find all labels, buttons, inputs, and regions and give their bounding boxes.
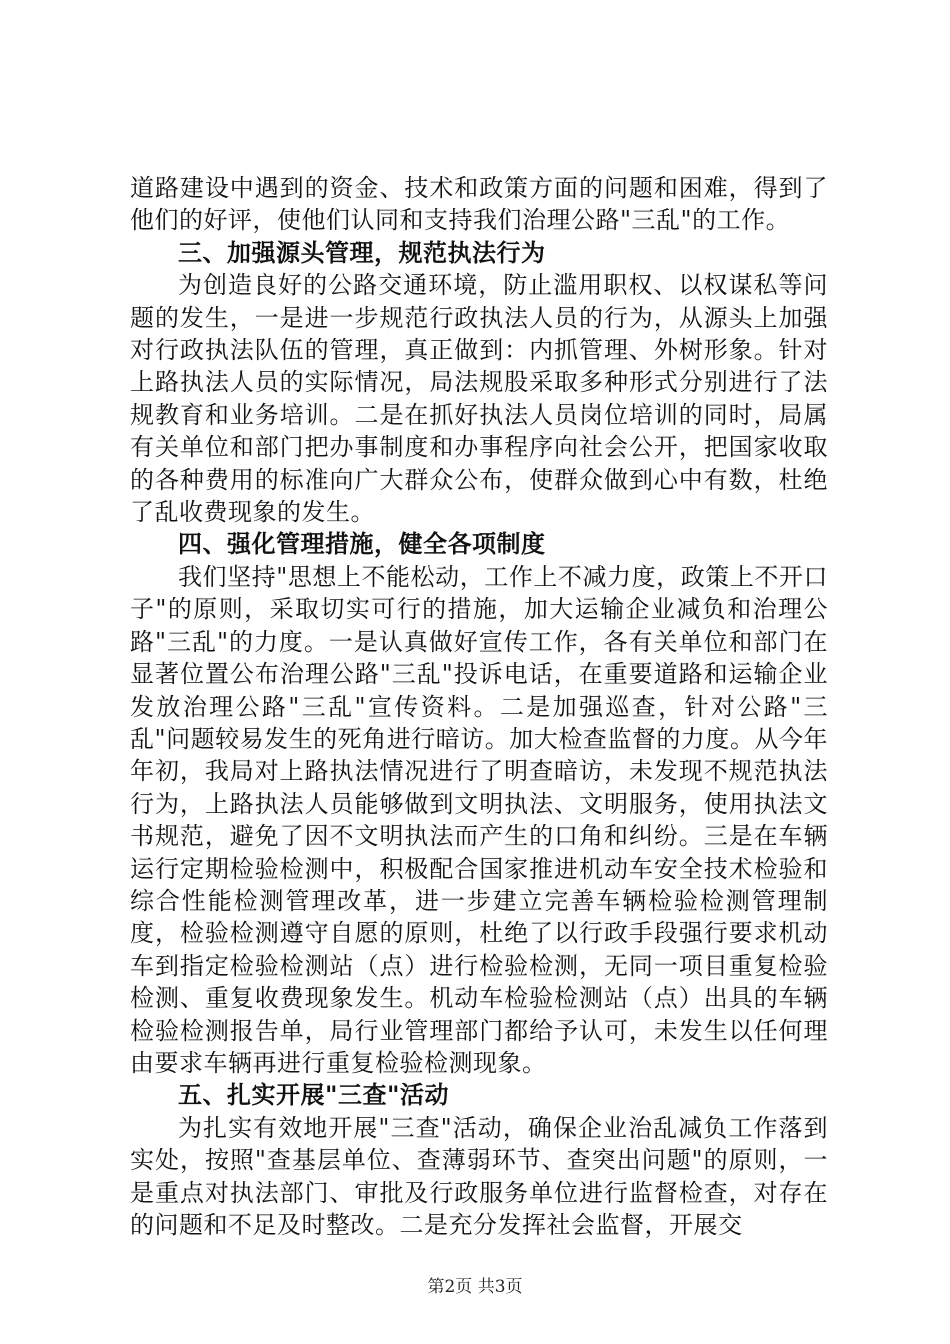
- paragraph-section-3: 为创造良好的公路交通环境，防止滥用职权、以权谋私等问题的发生，一是进一步规范行政执法人员的行为，从源头上加强对行政执法队伍的管理，真正做到：内抓管理、外树形象。针对上路执法人员的实际情况，局法规股采取多种形式分别进行了法规教育和业务培训。二是在抓好执法人员岗位培训的同时，局属有关单位和部门把办事制度和办事程序向社会公开，把国家收取的各种费用的标准向广大群众公布，使群众做到心中有数，杜绝了乱收费现象的发生。: [130, 271, 828, 527]
- section-heading-5: 五、扎实开展"三查"活动: [178, 1081, 450, 1110]
- document-body: [130, 172, 828, 1241]
- section-heading-3: 三、加强源头管理，规范执法行为: [178, 238, 546, 267]
- paragraph-section-5: 为扎实有效地开展"三查"活动，确保企业治乱减负工作落到实处，按照"查基层单位、查薄弱环节、查突出问题"的原则，一是重点对执法部门、审批及行政服务单位进行监督检查，对存在的问题和不足及时整改。二是充分发挥社会监督，开展交: [130, 1113, 828, 1239]
- paragraph-section-4: 我们坚持"思想上不能松动，工作上不减力度，政策上不开口子"的原则，采取切实可行的措施，加大运输企业减负和治理公路"三乱"的力度。一是认真做好宣传工作，各有关单位和部门在显著位置公布治理公路"三乱"投诉电话，在重要道路和运输企业发放治理公路"三乱"宣传资料。二是加强巡查，针对公路"三乱"问题较易发生的死角进行暗访。加大检查监督的力度。从今年年初，我局对上路执法情况进行了明查暗访，未发现不规范执法行为，上路执法人员能够做到文明执法、文明服务，使用执法文书规范，避免了因不文明执法而产生的口角和纠纷。三是在车辆运行定期检验检测中，积极配合国家推进机动车安全技术检验和综合性能检测管理改革，进一步建立完善车辆检验检测管理制度，检验检测遵守自愿的原则，杜绝了以行政手段强行要求机动车到指定检验检测站（点）进行检验检测，无同一项目重复检验检测、重复收费现象发生。机动车检验检测站（点）出具的车辆检验检测报告单，局行业管理部门都给予认可，未发生以任何理由要求车辆再进行重复检验检测现象。: [130, 562, 828, 1077]
- section-heading-4: 四、强化管理措施，健全各项制度: [178, 530, 546, 559]
- page-footer: 第2页 共3页: [427, 1277, 523, 1297]
- paragraph-continuation: 道路建设中遇到的资金、技术和政策方面的问题和困难，得到了他们的好评，使他们认同和支持我们治理公路"三乱"的工作。: [130, 174, 828, 235]
